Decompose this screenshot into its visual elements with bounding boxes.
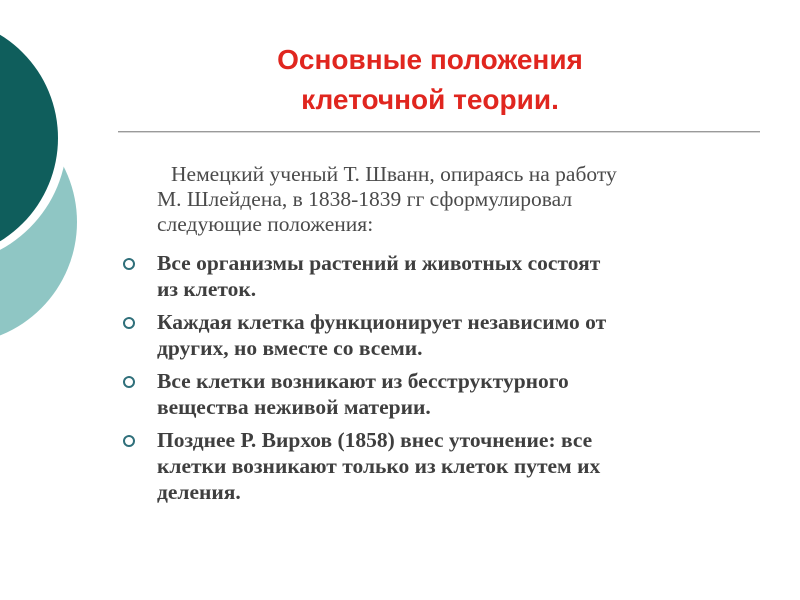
title-line-1: Основные положения [277,44,583,75]
intro-paragraph [157,162,767,237]
list-item [121,368,771,420]
list-item [121,250,771,302]
point-1-line-1: Все организмы растений и животных состоят [157,251,601,275]
bullet-circle-icon [123,376,135,388]
intro-line-1: Немецкий ученый Т. Шванн, опираясь на работу [171,162,617,186]
point-4-line-1: Позднее Р. Вирхов (1858) внес уточнение: все [157,428,593,452]
list-item [121,427,771,505]
point-1-line-2: из клеток. [157,277,257,301]
title-line-2: клеточной теории. [301,84,559,115]
point-2-line-1: Каждая клетка функционирует независимо от [157,310,607,334]
title-divider [118,131,760,133]
bullet-circle-icon [123,435,135,447]
intro-line-2: М. Шлейдена, в 1838-1839 гг сформулировал [157,187,573,211]
slide-title [160,40,700,120]
point-3-line-2: вещества неживой материи. [157,395,431,419]
point-2-line-2: других, но вместе со всеми. [157,336,423,360]
point-3-line-1: Все клетки возникают из бесструктурного [157,369,569,393]
bullet-circle-icon [123,258,135,270]
point-4-line-3: деления. [157,480,241,504]
bullet-circle-icon [123,317,135,329]
intro-line-3: следующие положения: [157,212,374,236]
point-4-line-2: клетки возникают только из клеток путем их [157,454,601,478]
list-item [121,309,771,361]
theory-points-list [121,250,771,512]
